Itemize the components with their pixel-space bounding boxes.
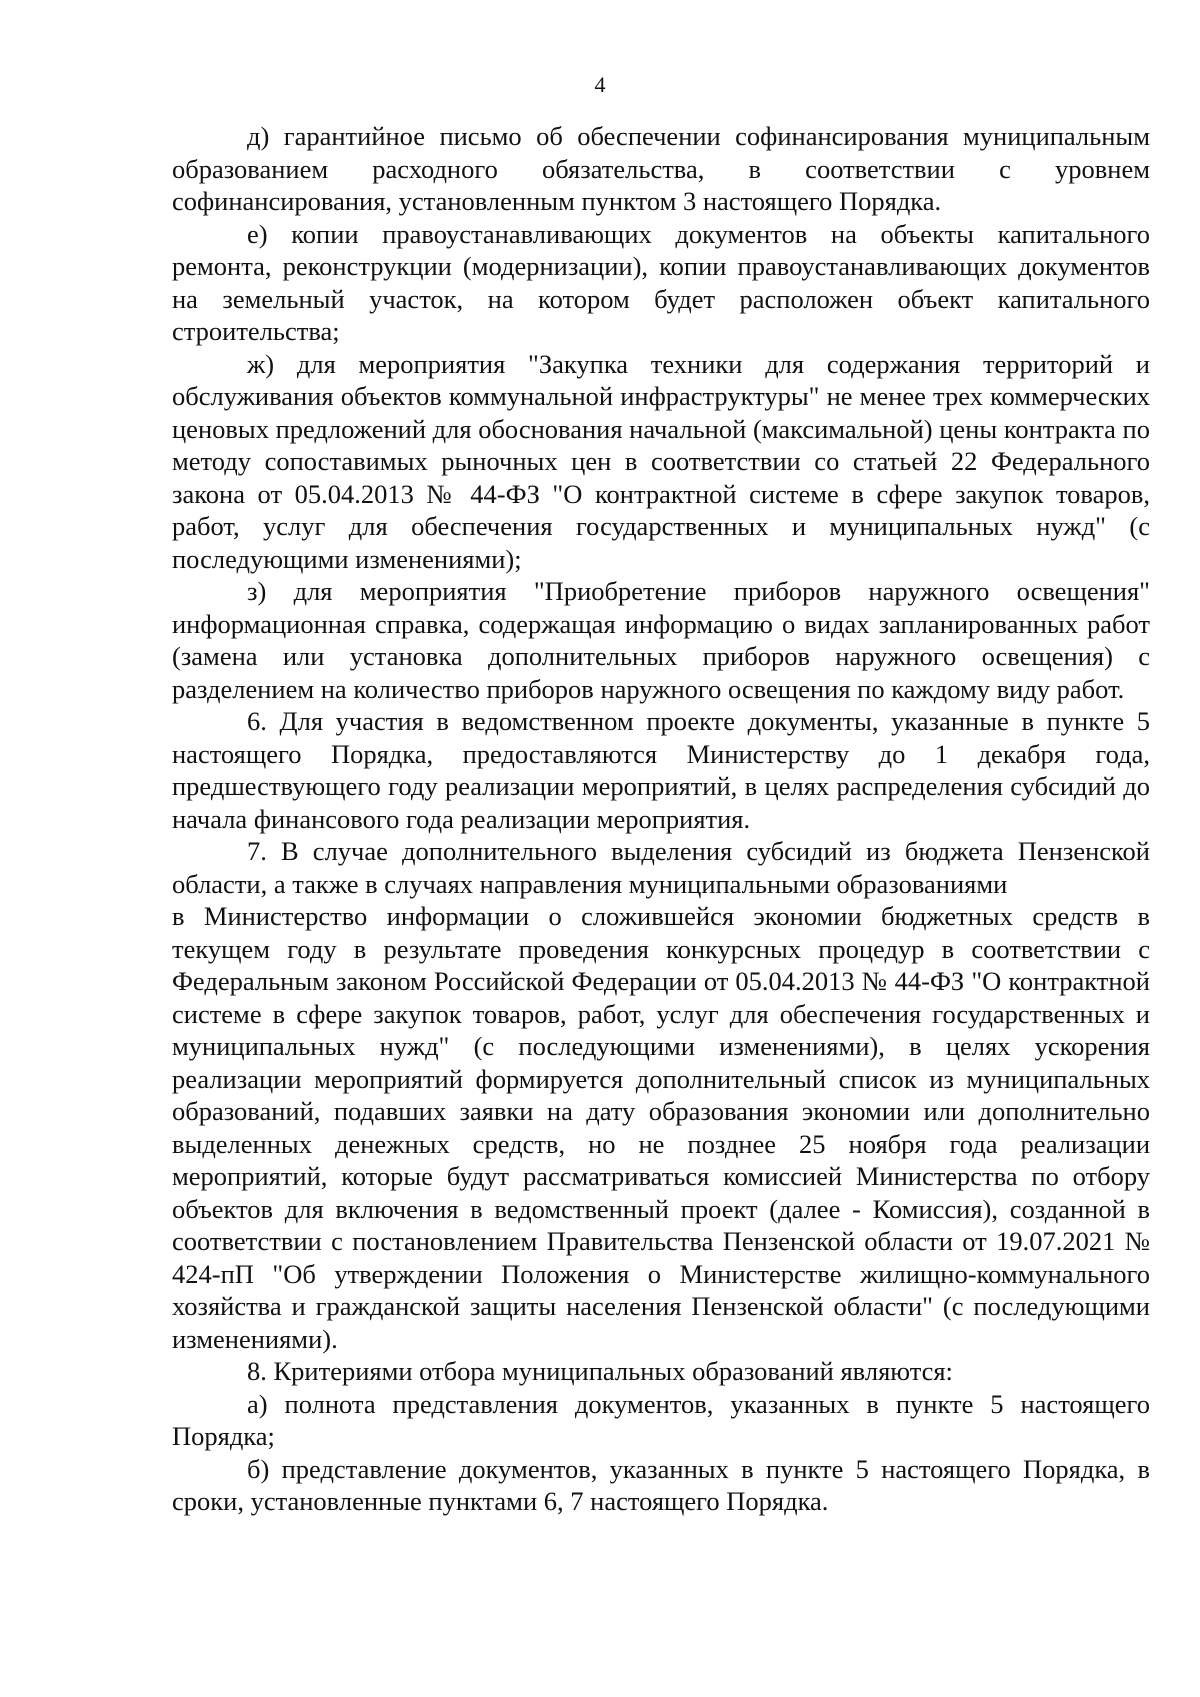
paragraph-item-8a: а) полнота представления документов, указанных в пункте 5 настоящего Порядка; (172, 1388, 1150, 1451)
paragraph-item-z: з) для мероприятия "Приобретение приборов наружного освещения" информационная справка, содержащая информацию о видах запланированных работ (замена или установка дополнительных приборов наружного освещения) с разделением на количество приборов наружного освещения по каждому виду работ. (172, 576, 1150, 704)
paragraph-item-zh: ж) для мероприятия "Закупка техники для содержания территорий и обслуживания объектов коммунальной инфраструктуры" не менее трех коммерческих ценовых предложений для обоснования начальной (максимальной) цены контракта по методу сопоставимых рыночных цен в соответствии со статьей 22 Федерального закона от 05.04.2013 № 44-ФЗ "О контрактной системе в сфере закупок товаров, работ, услуг для обеспечения государственных и муниципальных нужд" (с последующими изменениями); (172, 348, 1150, 574)
paragraph-item-8b: б) представление документов, указанных в пункте 5 настоящего Порядка, в сроки, установленные пунктами 6, 7 настоящего Порядка. (172, 1453, 1150, 1516)
page-number: 4 (594, 72, 606, 97)
document-body (172, 120, 1150, 1518)
paragraph-item-e: е) копии правоустанавливающих документов на объекты капитального ремонта, реконструкции (модернизации), копии правоустанавливающих документов на земельный участок, на котором будет расположен объект капитального строительства; (172, 218, 1150, 346)
paragraph-item-d: д) гарантийное письмо об обеспечении софинансирования муниципальным образованием расходного обязательства, в соответствии с уровнем софинансирования, установленным пунктом 3 настоящего Порядка. (172, 121, 1150, 216)
paragraph-item-7-start: 7. В случае дополнительного выделения субсидий из бюджета Пензенской области, а также в случаях направления муниципальными образованиями (172, 836, 1150, 899)
paragraph-item-7-continued: в Министерство информации о сложившейся экономии бюджетных средств в текущем году в результате проведения конкурсных процедур в соответствии с Федеральным законом Российской Федерации от 05.04.2013 № 44-ФЗ "О контрактной системе в сфере закупок товаров, работ, услуг для обеспечения государственных и муниципальных нужд" (с последующими изменениями), в целях ускорения реализации мероприятий формируется дополнительный список из муниципальных образований, подавших заявки на дату образования экономии или дополнительно выделенных денежных средств, но не позднее 25 ноября года реализации мероприятий, которые будут рассматриваться комиссией Министерства по отбору объектов для включения в ведомственный проект (далее - Комиссия), созданной в соответствии с постановлением Правительства Пензенской области от 19.07.2021 № 424-пП "Об утверждении Положения о Министерстве жилищно-коммунального хозяйства и гражданской защиты населения Пензенской области" (с последующими изменениями). (172, 901, 1150, 1354)
paragraph-item-6: 6. Для участия в ведомственном проекте документы, указанные в пункте 5 настоящего Порядка, предоставляются Министерству до 1 декабря года, предшествующего году реализации мероприятий, в целях распределения субсидий до начала финансового года реализации мероприятия. (172, 706, 1150, 834)
paragraph-item-8: 8. Критериями отбора муниципальных образований являются: (247, 1356, 953, 1386)
